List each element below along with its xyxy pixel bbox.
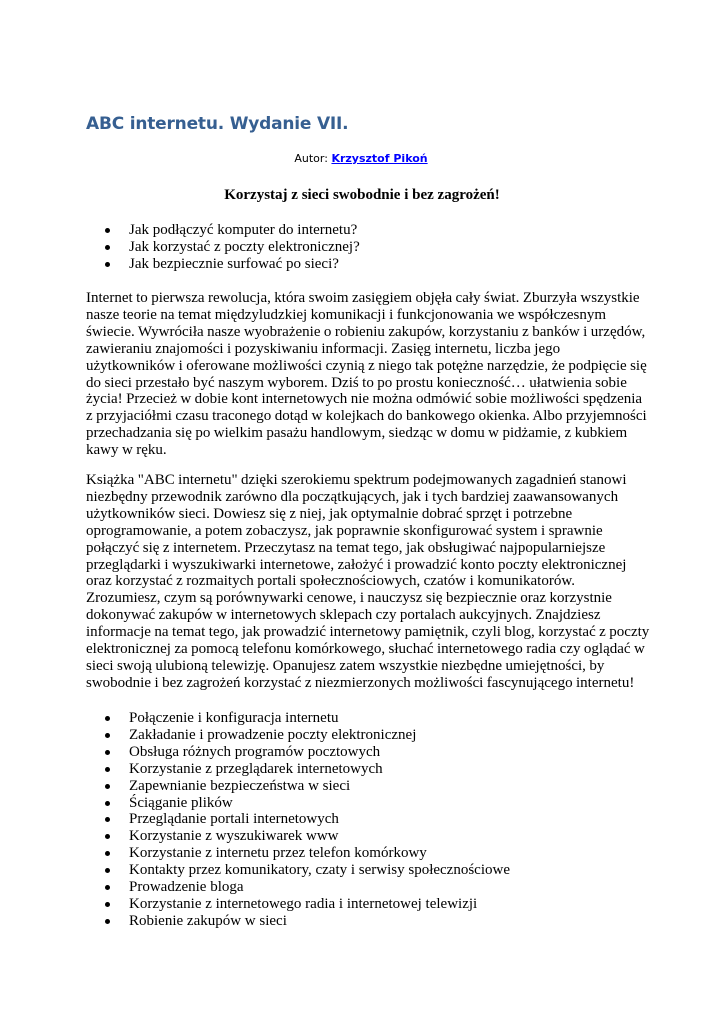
list-item — [86, 744, 510, 761]
document-title: ABC internetu. Wydanie VII. — [86, 114, 349, 134]
bullet-icon — [105, 228, 110, 233]
paragraph-line: użytkowników sieci. Dowiesz się z niej, jak optymalnie dobrać sprzęt i potrzebne — [86, 505, 573, 522]
list-item — [86, 727, 510, 744]
list-item-text: Zapewnianie bezpieczeństwa w sieci — [129, 777, 351, 794]
paragraph-line: przeglądarki i wyszukiwarki internetowe, założyć i prowadzić konto poczty elektronicznej — [86, 556, 627, 573]
list-item-text: Jak podłączyć komputer do internetu? — [129, 222, 358, 238]
list-item-text: Jak korzystać z poczty elektronicznej? — [129, 238, 360, 255]
bullet-icon — [105, 902, 110, 907]
author-link[interactable]: Krzysztof Pikoń — [331, 152, 428, 165]
author-line — [86, 151, 636, 167]
bullet-icon — [105, 834, 110, 839]
list-item-text: Korzystanie z internetowego radia i internetowej telewizji — [129, 895, 478, 912]
paragraph-line: kawy w ręku. — [86, 442, 167, 459]
paragraph-line: niezbędny przewodnik zarówno dla początkujących, jak i tych bardziej zaawansowanych — [86, 488, 619, 505]
list-item — [86, 828, 510, 845]
list-item — [86, 239, 360, 256]
bullet-icon — [105, 919, 110, 924]
list-item — [86, 913, 510, 930]
list-item-text: Połączenie i konfiguracja internetu — [129, 710, 339, 726]
bullet-icon — [105, 750, 110, 755]
paragraph-line: Zrozumiesz, czym są porównywarki cenowe, i nauczysz się bezpiecznie oraz korzystnie — [86, 590, 612, 607]
list-item — [86, 795, 510, 812]
bullet-icon — [105, 262, 110, 267]
paragraph-line: życia! Przecież w dobie kont internetowych nie można odmówić sobie możliwości spędzenia — [86, 391, 643, 408]
bullet-icon — [105, 817, 110, 822]
subtitle: Korzystaj z sieci swobodnie i bez zagrożeń! — [224, 187, 500, 203]
paragraph-line: z przyjaciółmi czasu traconego dotąd w kolejkach do bankowego okienka. Albo przyjemności — [86, 408, 647, 425]
paragraph-line: przechadzania się po wielkim pasażu handlowym, siedząc w domu w pidżamie, z kubkiem — [86, 425, 628, 442]
bullet-icon — [105, 767, 110, 772]
bullet-icon — [105, 245, 110, 250]
list-item — [86, 845, 510, 862]
list-item — [86, 778, 510, 795]
bullet-icon — [105, 885, 110, 890]
list-item — [86, 222, 360, 239]
paragraph-line: dokonywać zakupów w internetowych sklepach czy portalach aukcyjnych. Znajdziesz — [86, 607, 601, 624]
list-item-text: Korzystanie z internetu przez telefon komórkowy — [129, 845, 427, 862]
paragraph-line: świecie. Wywróciła nasze wyobrażenie o robieniu zakupów, korzystaniu z banków i urzędów, — [86, 323, 646, 340]
intro-bullet-list — [86, 222, 360, 273]
list-item — [86, 710, 510, 727]
list-item-text: Kontakty przez komunikatory, czaty i serwisy społecznościowe — [129, 862, 510, 879]
list-item-text: Obsługa różnych programów pocztowych — [129, 743, 381, 760]
paragraph-line: Książka "ABC internetu" dzięki szerokiemu spektrum podejmowanych zagadnień stanowi — [86, 472, 627, 488]
bullet-icon — [105, 868, 110, 873]
paragraph-intro — [86, 290, 646, 459]
topics-bullet-list — [86, 710, 510, 930]
bullet-icon — [105, 851, 110, 856]
list-item-text: Ściąganie plików — [129, 794, 233, 811]
paragraph-line: oprogramowanie, a potem zobaczysz, jak poprawnie skonfigurować system i sprawnie — [86, 522, 603, 539]
paragraph-line: sieci swoją ulubioną telewizję. Opanujesz zatem wszystkie niezbędne umiejętności, by — [86, 657, 605, 674]
paragraph-line: zawieraniu znajomości i pozyskiwaniu informacji. Zasięg internetu, liczba jego — [86, 340, 561, 357]
paragraph-book-description — [86, 472, 650, 692]
paragraph-line: do sieci przestało być naszym wyborem. Dziś to po prostu konieczność… ułatwienia sobie — [86, 374, 627, 391]
list-item — [86, 879, 510, 896]
list-item — [86, 896, 510, 913]
list-item-text: Przeglądanie portali internetowych — [129, 811, 339, 828]
paragraph-line: informacje na temat tego, jak prowadzić internetowy pamiętnik, czyli blog, korzystać z poczty — [86, 624, 650, 641]
paragraph-line: użytkowników i oferowane możliwości czynią z niego tak potężne narzędzie, że podpięcie się — [86, 357, 647, 374]
list-item-text: Jak bezpiecznie surfować po sieci? — [129, 255, 339, 272]
author-prefix: Autor: — [294, 152, 332, 165]
list-item — [86, 811, 510, 828]
paragraph-line: swobodnie i bez zagrożeń korzystać z niezmierzonych możliwości fascynującego internetu! — [86, 674, 635, 691]
bullet-icon — [105, 784, 110, 789]
bullet-icon — [105, 716, 110, 721]
paragraph-line: elektronicznej za pomocą telefonu komórkowego, słuchać internetowego radia czy oglądać w — [86, 641, 645, 658]
list-item-text: Robienie zakupów w sieci — [129, 912, 287, 929]
paragraph-line: oraz korzystać z rozmaitych portali społecznościowych, czatów i komunikatorów. — [86, 573, 575, 590]
paragraph-line: połączyć się z internetem. Przeczytasz na temat tego, jak obsługiwać najpopularniejsze — [86, 539, 606, 556]
list-item — [86, 761, 510, 778]
list-item-text: Korzystanie z przeglądarek internetowych — [129, 760, 383, 777]
list-item-text: Prowadzenie bloga — [129, 879, 244, 896]
list-item — [86, 256, 360, 273]
list-item — [86, 862, 510, 879]
bullet-icon — [105, 733, 110, 738]
paragraph-line: nasze teorie na temat międzyludzkiej komunikacji i funkcjonowania we współczesnym — [86, 306, 607, 323]
list-item-text: Korzystanie z wyszukiwarek www — [129, 828, 339, 845]
bullet-icon — [105, 801, 110, 806]
list-item-text: Zakładanie i prowadzenie poczty elektronicznej — [129, 726, 417, 743]
paragraph-line: Internet to pierwsza rewolucja, która swoim zasięgiem objęła cały świat. Zburzyła wszystkie — [86, 290, 640, 306]
